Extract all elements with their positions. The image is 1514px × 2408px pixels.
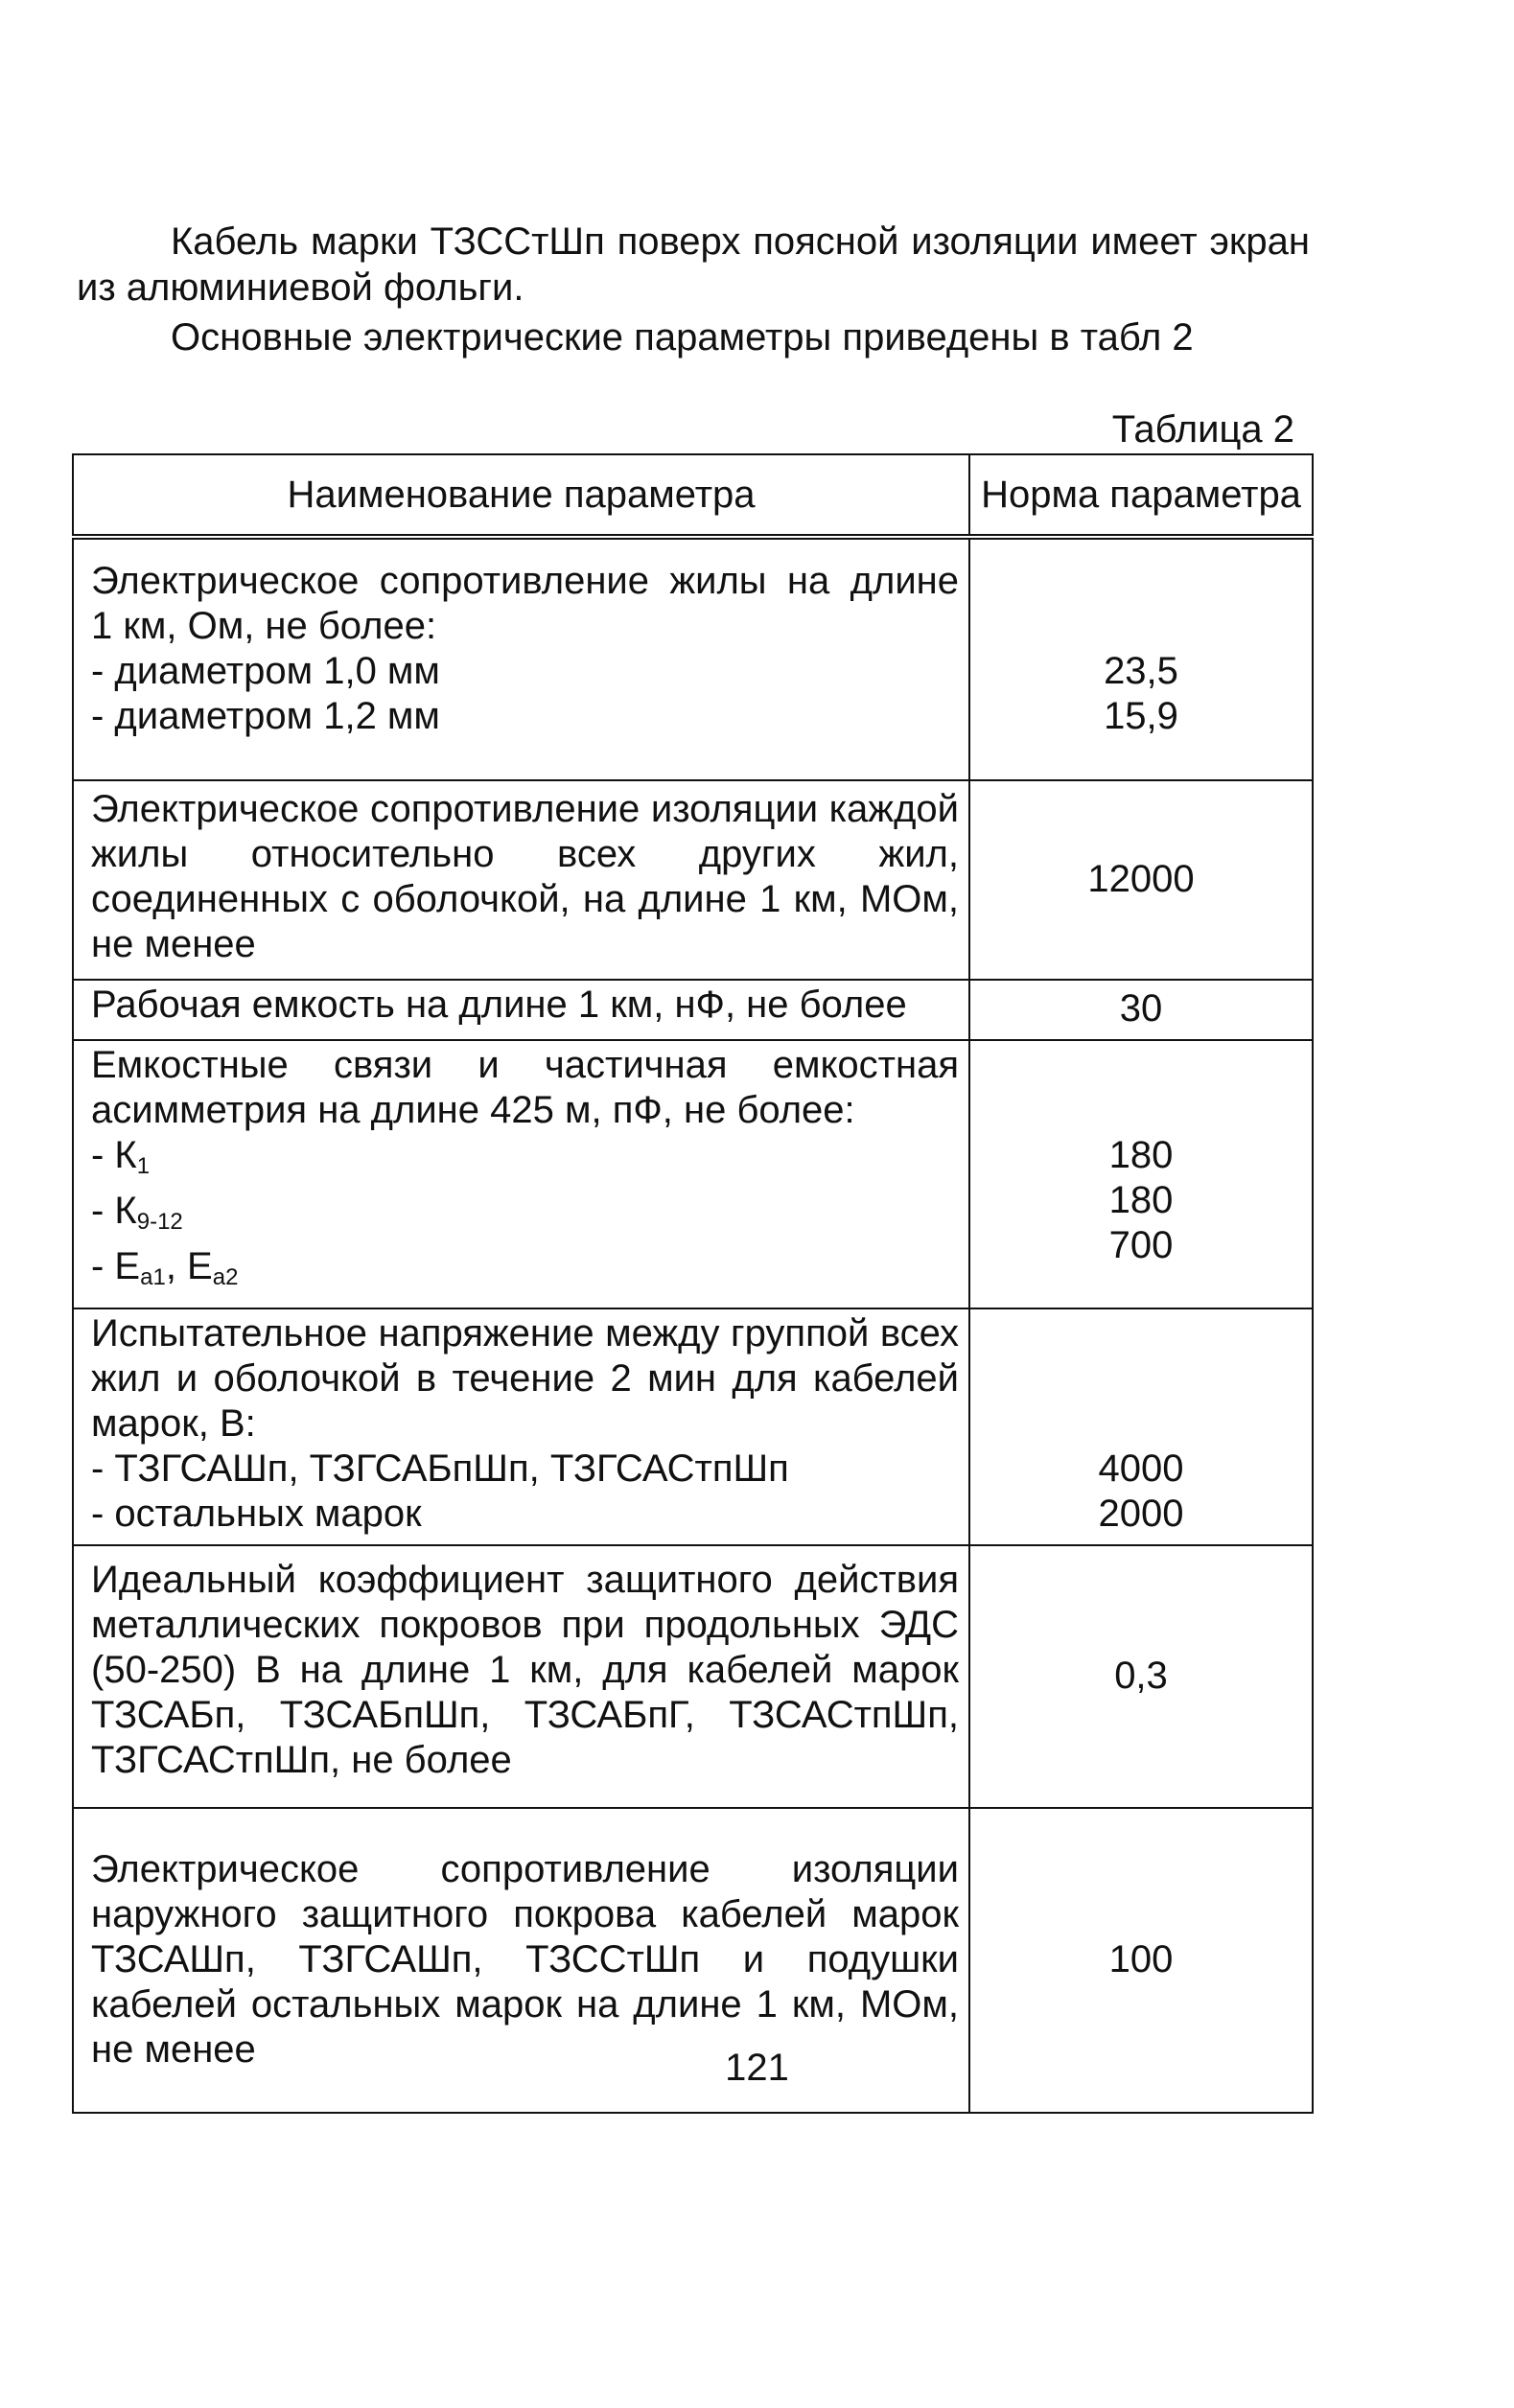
- table-row: [73, 780, 1313, 980]
- header-parameter-norm: Норма параметра: [969, 454, 1313, 537]
- row-1-line-2: 1 км, Ом, не более:: [91, 605, 437, 647]
- table-row: [73, 537, 1313, 780]
- row-1-value-1: 23,5: [1104, 650, 1178, 692]
- row-1-values: [969, 537, 1313, 780]
- table-row: [73, 980, 1313, 1040]
- row-4-item-2: - $К_{9-12}$: [91, 1190, 183, 1235]
- row-3-value: 30: [969, 980, 1313, 1040]
- row-4-value-1: 180: [1108, 1134, 1174, 1176]
- row-2-name: Электрическое сопротивление изоляции каждой жилы относительно всех других жил, соединенных с оболочкой, на длине 1 км, МОм, не менее: [73, 780, 969, 980]
- row-5-values: [969, 1308, 1313, 1545]
- row-4-description: Емкостные связи и частичная емкостная асимметрия на длине 425 м, пФ, не более:: [91, 1044, 959, 1131]
- row-6-name: Идеальный коэффициент защитного действия металлических покровов при продольных ЭДС (50-250) В на длине 1 км, для кабелей марок ТЗСАБп, ТЗСАБпШп, ТЗСАБпГ, ТЗСАСтпШп, ТЗГСАСтпШп, не более: [73, 1545, 969, 1808]
- table-caption: Таблица 2: [1111, 408, 1294, 451]
- table-header-row: [73, 454, 1313, 537]
- row-3-name: Рабочая емкость на длине 1 км, нФ, не более: [73, 980, 969, 1040]
- row-5-item-1: - ТЗГСАШп, ТЗГСАБпШп, ТЗГСАСтпШп: [91, 1447, 789, 1490]
- row-4-name: [73, 1040, 969, 1308]
- table-row: [73, 1545, 1313, 1808]
- row-5-value-2: 2000: [1098, 1493, 1184, 1535]
- row-1-name: [73, 537, 969, 780]
- row-4-value-3: 700: [1108, 1224, 1174, 1266]
- row-4-values: [969, 1040, 1313, 1308]
- row-7-name: Электрическое сопротивление изоляции наружного защитного покрова кабелей марок ТЗСАШп, ТЗГСАШп, ТЗССтШп и подушки кабелей остальных марок на длине 1 км, МОм, не менее: [73, 1808, 969, 2113]
- intro-paragraph-1: Кабель марки ТЗССтШп поверх поясной изоляции имеет экран из алюминиевой фольги.: [77, 220, 1310, 309]
- row-5-item-2: - остальных марок: [91, 1493, 422, 1535]
- table-row: [73, 1040, 1313, 1308]
- row-2-value: 12000: [969, 780, 1313, 980]
- intro-text: [77, 219, 1310, 360]
- header-parameter-name: Наименование параметра: [73, 454, 969, 537]
- row-1-item-1: - диаметром 1,0 мм: [91, 650, 440, 692]
- row-4-value-2: 180: [1108, 1179, 1174, 1221]
- page-number: 121: [725, 2047, 789, 2089]
- row-1-item-2: - диаметром 1,2 мм: [91, 695, 440, 737]
- row-1-line-1: Электрическое сопротивление жилы на длине: [91, 560, 959, 602]
- row-4-item-1: - $К_1$: [91, 1134, 151, 1179]
- row-5-description: Испытательное напряжение между группой всех жил и оболочкой в течение 2 мин для кабелей марок, В:: [91, 1312, 959, 1445]
- row-1-value-2: 15,9: [1104, 695, 1178, 737]
- row-6-value: 0,3: [969, 1545, 1313, 1808]
- row-7-value: 100: [969, 1808, 1313, 2113]
- row-5-name: [73, 1308, 969, 1545]
- intro-paragraph-2: Основные электрические параметры приведены в табл 2: [171, 316, 1194, 359]
- row-5-value-1: 4000: [1098, 1447, 1184, 1490]
- row-4-item-3: - $Е_{а1}$, $Е_{а2}$: [91, 1245, 239, 1290]
- table-row: [73, 1308, 1313, 1545]
- parameters-table: [72, 453, 1314, 2114]
